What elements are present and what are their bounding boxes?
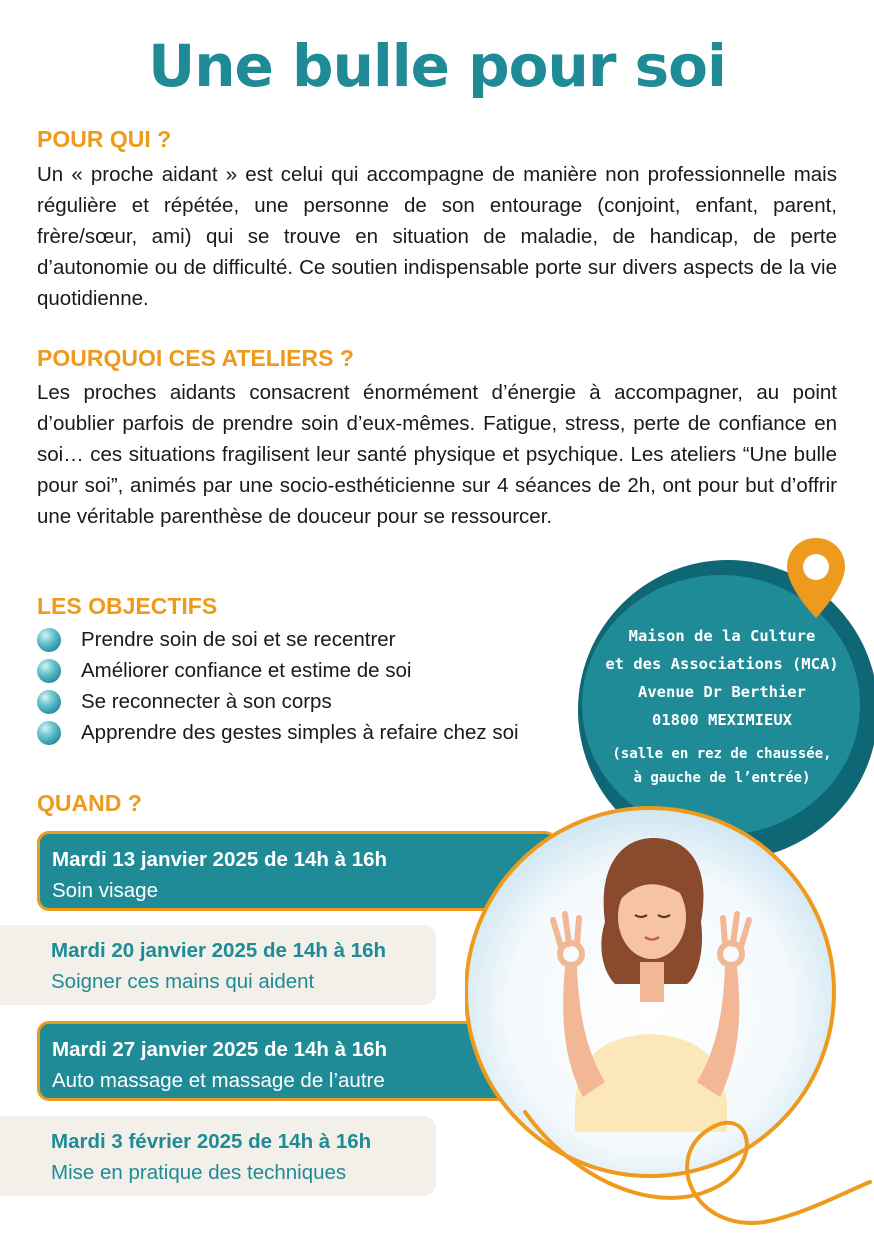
address-line: Avenue Dr Berthier (638, 683, 806, 701)
objectifs-list (37, 624, 519, 748)
bubble-bullet-icon (37, 659, 61, 683)
session-date: Mardi 3 février 2025 de 14h à 16h (51, 1130, 372, 1153)
list-item: Se reconnecter à son corps (37, 686, 519, 717)
address-line: 01800 MEXIMIEUX (652, 711, 792, 729)
pourquoi-text: Les proches aidants consacrent énormément d’énergie à accompagner, au point d’oublier parfois de prendre soin d’eux-mêmes. Fatigue, stress, perte de confiance en soi… ces situations fragilisent leur santé physique et psychique. Les ateliers “Une bulle pour soi”, animés par une socio-esthéticienne sur 4 séances de 2h, ont pour but d’offrir une véritable parenthèse de douceur pour se ressourcer. (37, 381, 837, 528)
location-address (588, 622, 856, 790)
quand-heading: QUAND ? (37, 790, 142, 816)
page-title: Une bulle pour soi (148, 32, 726, 100)
session-date: Mardi 20 janvier 2025 de 14h à 16h (51, 939, 387, 962)
bubble-bullet-icon (37, 721, 61, 745)
pour-qui-heading: POUR QUI ? (37, 126, 172, 152)
meditation-bubble-illustration (465, 802, 874, 1241)
session-topic: Soin visage (52, 879, 158, 902)
address-note: à gauche de l’entrée) (633, 770, 811, 786)
bubble-bullet-icon (37, 628, 61, 652)
session-date: Mardi 27 janvier 2025 de 14h à 16h (52, 1038, 388, 1061)
session-date: Mardi 13 janvier 2025 de 14h à 16h (52, 848, 388, 871)
list-item: Prendre soin de soi et se recentrer (37, 624, 519, 655)
session-card (0, 1116, 436, 1196)
session-topic: Mise en pratique des techniques (51, 1161, 347, 1184)
address-note: (salle en rez de chaussée, (612, 746, 832, 762)
session-topic: Auto massage et massage de l’autre (52, 1069, 385, 1092)
list-item: Améliorer confiance et estime de soi (37, 655, 519, 686)
pour-qui-text: Un « proche aidant » est celui qui accompagne de manière non professionnelle mais régulière et répétée, une personne de son entourage (conjoint, enfant, parent, frère/sœur, ami) qui se trouve en situation de maladie, de handicap, de perte d’autonomie ou de difficulté. Ce soutien indispensable porte sur divers aspects de la vie quotidienne. (37, 163, 837, 310)
location-pin-icon (784, 536, 848, 622)
list-item: Apprendre des gestes simples à refaire chez soi (37, 717, 519, 748)
session-card (0, 925, 436, 1005)
session-topic: Soigner ces mains qui aident (51, 970, 315, 993)
objectifs-heading: LES OBJECTIFS (37, 593, 218, 619)
address-line: et des Associations (MCA) (605, 655, 839, 673)
bubble-bullet-icon (37, 690, 61, 714)
address-line: Maison de la Culture (628, 627, 816, 645)
pourquoi-heading: POURQUOI CES ATELIERS ? (37, 345, 354, 371)
